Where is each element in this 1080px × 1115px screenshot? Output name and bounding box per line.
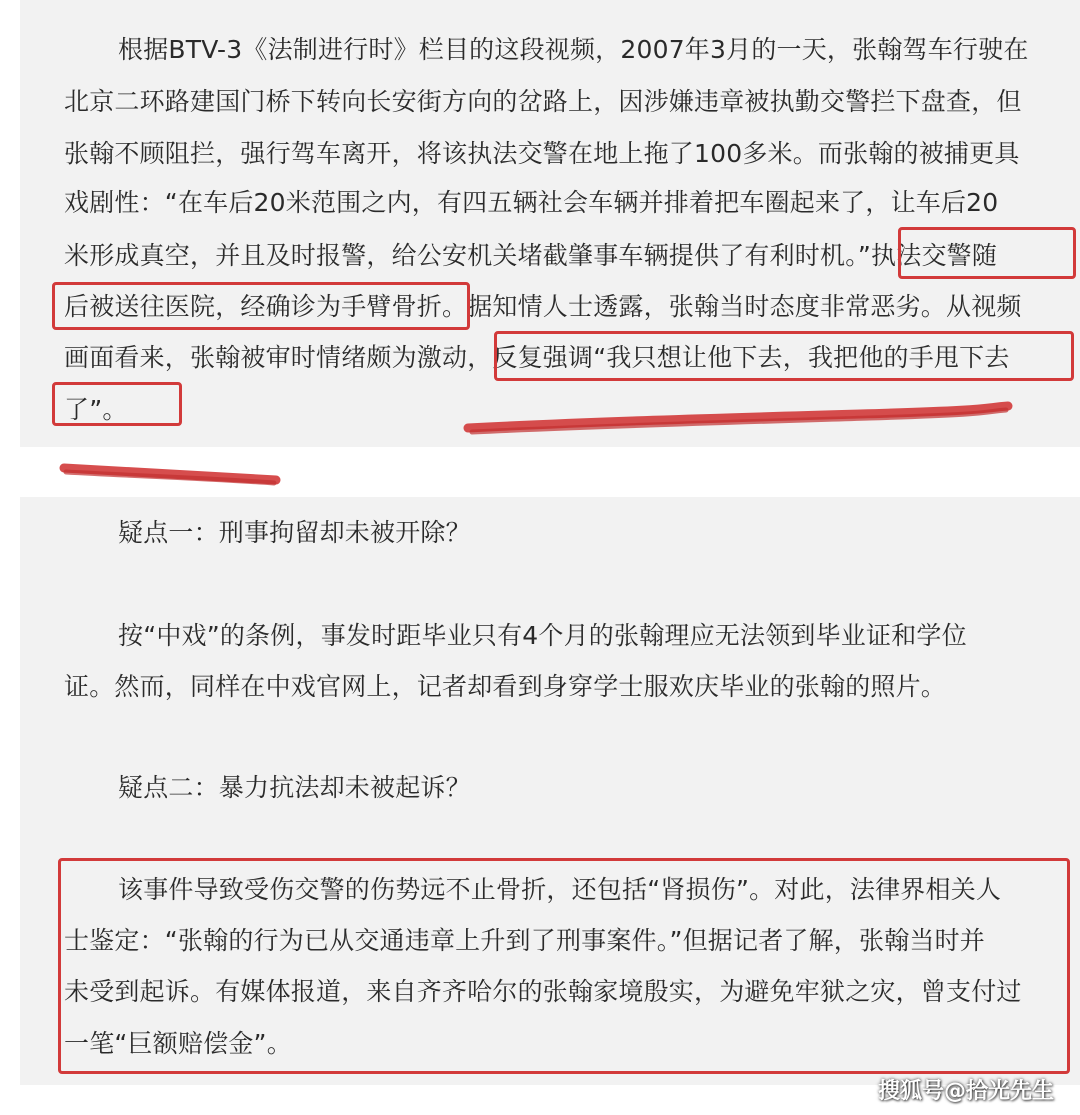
paragraph-line: 张翰不顾阻拦，强行驾车离开，将该执法交警在地上拖了100多米。而张翰的被捕更具 [64,139,1020,168]
red-scribble-underline [460,398,1020,440]
paragraph-line: 北京二环路建国门桥下转向长安街方向的岔路上，因涉嫌违章被执勤交警拦下盘查，但 [64,87,1022,116]
section-heading: 疑点二：暴力抗法却未被起诉？ [118,773,471,802]
highlight-box [52,282,470,330]
paragraph-line: 画面看来，张翰被审时情绪颇为激动，反复强调“我只想让他下去，我把他的手甩下去 [64,343,1010,372]
paragraph-line: 士鉴定：“张翰的行为已从交通违章上升到了刑事案件。”但据记者了解，张翰当时并 [64,926,986,955]
highlight-box [52,382,182,426]
paragraph-line: 后被送往医院，经确诊为手臂骨折。据知情人士透露，张翰当时态度非常恶劣。从视频 [64,292,1022,321]
paragraph-line: 戏剧性：“在车后20米范围之内，有四五辆社会车辆并排着把车圈起来了，让车后20 [64,188,999,217]
highlight-box [494,331,1074,381]
watermark: 搜狐号@拾光先生 [878,1079,1055,1104]
section-heading: 疑点一：刑事拘留却未被开除？ [118,518,471,547]
highlight-box [58,858,1070,1074]
paragraph-line: 了”。 [64,395,128,424]
highlight-box [898,227,1076,279]
paragraph-line: 米形成真空，并且及时报警，给公安机关堵截肇事车辆提供了有利时机。”执法交警随 [64,241,998,270]
paragraph-line: 按“中戏”的条例，事发时距毕业只有4个月的张翰理应无法领到毕业证和学位 [118,621,967,650]
paragraph-line: 该事件导致受伤交警的伤势远不止骨折，还包括“肾损伤”。对此，法律界相关人 [118,875,1002,904]
paragraph-line: 证。然而，同样在中戏官网上，记者却看到身穿学士服欢庆毕业的张翰的照片。 [64,672,947,701]
paragraph-line: 一笔“巨额赔偿金”。 [64,1029,292,1058]
red-scribble-underline [56,458,286,488]
paragraph-line: 未受到起诉。有媒体报道，来自齐齐哈尔的张翰家境殷实，为避免牢狱之灾，曾支付过 [64,977,1022,1006]
paragraph-line: 根据BTV-3《法制进行时》栏目的这段视频，2007年3月的一天，张翰驾车行驶在 [118,35,1029,64]
